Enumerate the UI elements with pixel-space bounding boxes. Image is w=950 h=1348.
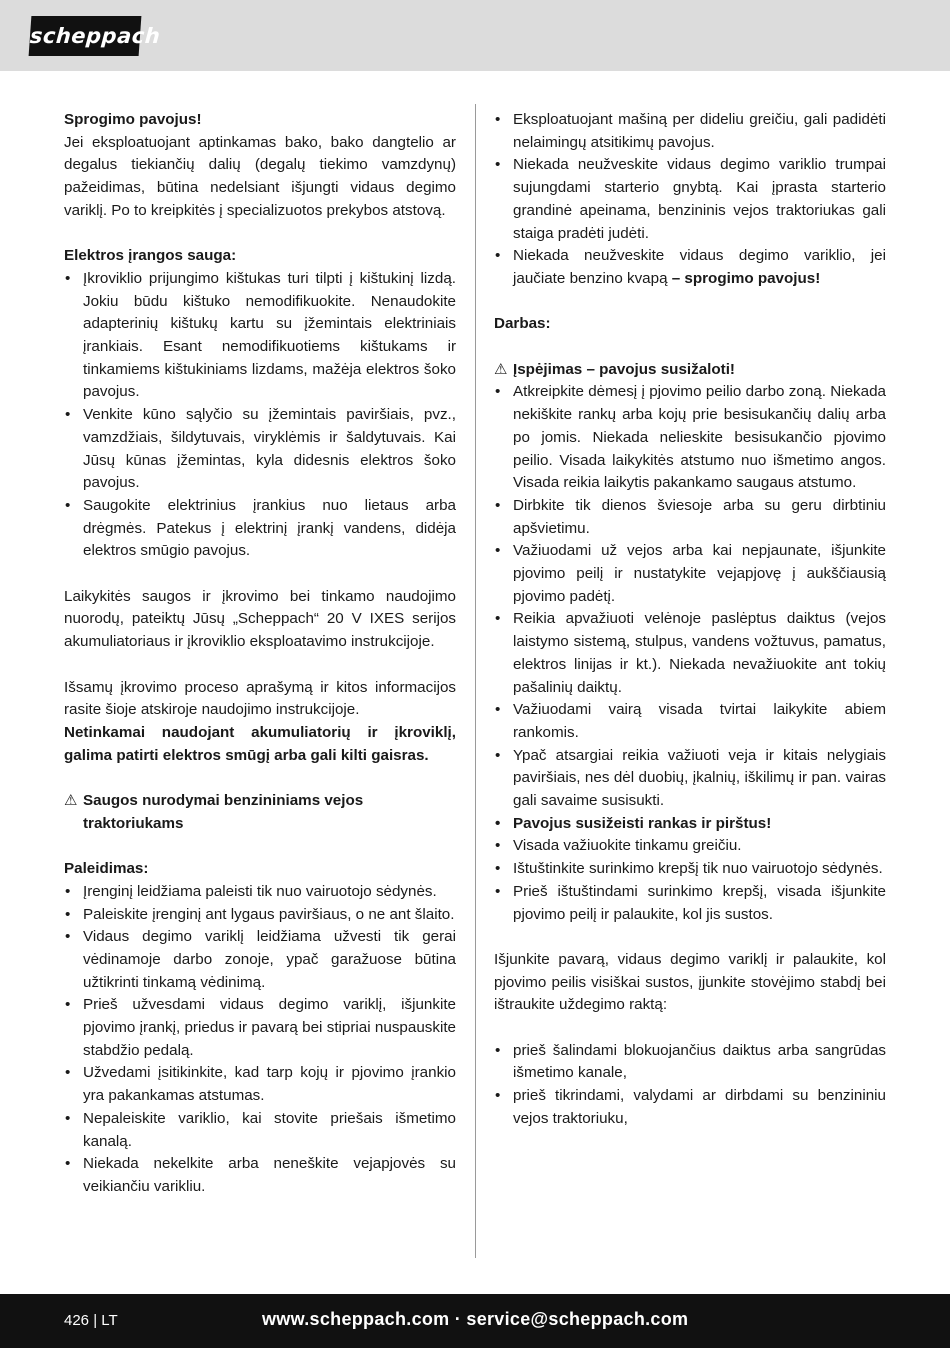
list-item: • Saugokite elektrinius įrankius nuo lietaus arba drėgmės. Patekus į elektrinį įrankį vandens, didėja elektros smūgio pavojus. <box>64 495 456 563</box>
list-item: • Venkite kūno sąlyčio su įžemintais paviršiais, pvz., vamzdžiais, šildytuvais, viryklėmis ir šaldytuvais. Kai Jūsų kūnas įžemintas, kyla didesnis elektros šoko pavojus. <box>64 404 456 495</box>
list-item: • Prieš užvesdami vidaus degimo variklį, išjunkite pjovimo įrankį, priedus ir pavarą bei stipriai nuspauskite stabdžio pedalą. <box>64 994 456 1062</box>
electrical-safety-title: Elektros įrangos sauga: <box>64 247 237 265</box>
speed-safety-list <box>494 109 886 291</box>
shutdown-paragraph: Išjunkite pavarą, vidaus degimo variklį ir palaukite, kol pjovimo peilis visiškai sustos, įjunkite stovėjimo stabdį bei ištraukite uždegimo raktą: <box>494 950 886 1014</box>
list-item: • Niekada neužveskite vidaus degimo variklio trumpai sujungdami starterio gnybtą. Kai įprasta starterio grandinė apeinama, benzininis vejos traktoriukas gali staiga pradėti judėti. <box>494 154 886 245</box>
list-item: • Užvedami įsitikinkite, kad tarp kojų ir pjovimo įrankio yra pakankamas atstumas. <box>64 1062 456 1107</box>
footer-website: www.scheppach.com · service@scheppach.com <box>262 1309 689 1329</box>
electrical-safety-list <box>64 268 456 563</box>
list-item: • Visada važiuokite tinkamu greičiu. <box>494 835 886 858</box>
list-item: • Važiuodami už vejos arba kai nepjaunate, išjunkite pjovimo peilį ir nustatykite vejapjovę į aukščiausią pjovimo padėtį. <box>494 540 886 608</box>
page-number: 426 | LT <box>64 1312 118 1329</box>
list-item: • Ypač atsargiai reikia važiuoti veja ir kitais nelygiais paviršiais, nes dėl duobių, įkalnių, iškilimų ir pan. vairas gali savaime susisukti. <box>494 745 886 813</box>
warning-triangle-icon: ⚠ <box>494 360 508 378</box>
warning-triangle-icon: ⚠ <box>64 792 78 810</box>
list-item: • Prieš ištuštindami surinkimo krepšį, visada išjunkite pjovimo peilį ir palaukite, kol jis sustos. <box>494 881 886 926</box>
list-item: • Niekada nekelkite arba neneškite vejapjovės su veikiančiu varikliu. <box>64 1153 456 1198</box>
lawn-tractor-safety-title: Saugos nurodymai benzininiams vejos traktoriukams <box>83 792 364 832</box>
list-item: • Ištuštinkite surinkimo krepšį tik nuo vairuotojo sėdynės. <box>494 858 886 881</box>
work-title: Darbas: <box>494 315 551 333</box>
list-item: • Nepaleiskite variklio, kai stovite priešais išmetimo kanalą. <box>64 1108 456 1153</box>
list-item: • Įrenginį leidžiama paleisti tik nuo vairuotojo sėdynės. <box>64 881 456 904</box>
misuse-warning: Netinkamai naudojant akumuliatorių ir įkroviklį, galima patirti elektros smūgį arba gali kilti gaisras. <box>64 723 456 764</box>
scheppach-logo: scheppach <box>29 16 142 56</box>
work-safety-list <box>494 381 886 926</box>
shutdown-list <box>494 1040 886 1131</box>
list-item: • Važiuodami vairą visada tvirtai laikykite abiem rankomis. <box>494 699 886 744</box>
list-item-text: Niekada neužveskite vidaus degimo variklio, jei jaučiate benzino kvapą <box>513 247 886 287</box>
list-item: • Eksploatuojant mašiną per dideliu greičiu, gali padidėti nelaimingų atsitikimų pavojus. <box>494 109 886 154</box>
explosion-danger-title: Sprogimo pavojus! <box>64 111 202 128</box>
page-footer <box>0 1294 950 1348</box>
list-item: • Atkreipkite dėmesį į pjovimo peilio darbo zoną. Niekada nekiškite rankų arba kojų prie besisukančių dalių arba po jomis. Niekada nelieskite besisukančio pjovimo peilio. Visada laikykitės atstumo nuo išmetimo angos. Visada reikia laikytis pakankamo saugaus atstumo. <box>494 381 886 495</box>
column-divider <box>475 104 476 1258</box>
injury-warning-title: Įspėjimas – pavojus susižaloti! <box>513 360 735 378</box>
explosion-danger-emphasis: – sprogimo pavojus! <box>671 269 821 287</box>
injury-warning-heading <box>494 359 886 382</box>
lawn-tractor-safety-heading <box>64 790 456 835</box>
starting-list <box>64 881 456 1199</box>
explosion-danger-text: Jei eksploatuojant aptinkamas bako, bako dangtelio ar degalus tiekiančių dalių (degalų tiekimo vamzdynų) pažeidimas, būtina nedelsiant išjungti vidaus degimo variklį. Po to kreipkitės į specializuotos prekybos atstovą. <box>64 133 456 219</box>
page-header <box>0 0 950 71</box>
list-item: • Paleiskite įrenginį ant lygaus paviršiaus, o ne ant šlaito. <box>64 904 456 927</box>
list-item: • Reikia apvažiuoti velėnoje paslėptus daiktus (vejos laistymo sistemą, stulpus, vandens vožtuvus, pamatus, elektros linijas ir kt.). Niekada nevažiuokite ant tokių pašalinių daiktų. <box>494 608 886 699</box>
left-column <box>64 109 456 1199</box>
charging-instructions-paragraph: Laikykitės saugos ir įkrovimo bei tinkamo naudojimo nuorodų, pateiktų Jūsų „Scheppach“ 20 V IXES serijos akumuliatoriaus ir įkroviklio eksploatavimo instrukcijoje. <box>64 587 456 651</box>
list-item: • Pavojus susižeisti rankas ir pirštus! <box>494 813 886 836</box>
list-item: • Įkroviklio prijungimo kištukas turi tilpti į kištukinį lizdą. Jokiu būdu kištuko nemodifikuokite. Nenaudokite adapterinių kištukų kartu su įžemintais elektriniais įrankiais. Esant nemodifikuotiems kištukams ir tinkamiems kištukiniams lizdams, mažėja elektros šoko pavojus. <box>64 268 456 404</box>
list-item: • Vidaus degimo variklį leidžiama užvesti tik gerai vėdinamoje darbo zonoje, ypač garažuose būtina užtikrinti tinkamą vėdinimą. <box>64 926 456 994</box>
list-item: • prieš šalindami blokuojančius daiktus arba sangrūdas išmetimo kanale, <box>494 1040 886 1085</box>
list-item: • prieš tikrindami, valydami ar dirbdami su benzininiu vejos traktoriuku, <box>494 1085 886 1130</box>
list-item <box>494 245 886 290</box>
list-item: • Dirbkite tik dienos šviesoje arba su geru dirbtiniu apšvietimu. <box>494 495 886 540</box>
charging-info-paragraph: Išsamų įkrovimo proceso aprašymą ir kitos informacijos rasite šioje atskiroje naudojimo instrukcijoje. <box>64 678 456 719</box>
starting-title: Paleidimas: <box>64 860 149 878</box>
right-column <box>494 109 886 1131</box>
